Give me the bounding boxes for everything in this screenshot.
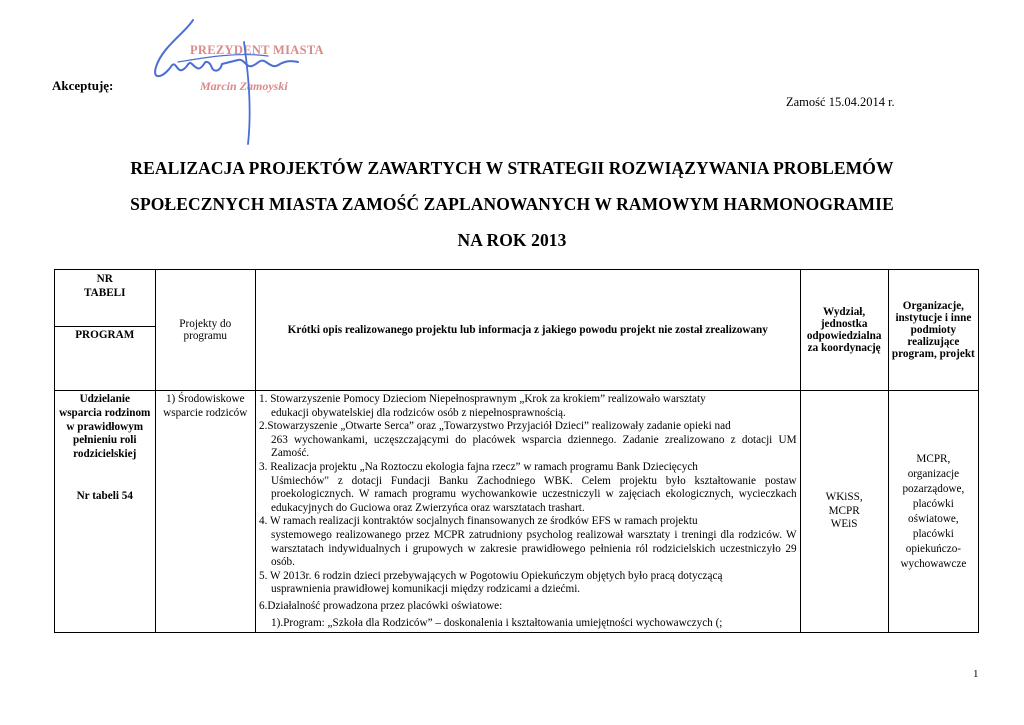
header-department: Wydział, jednostka odpowiedzialna za koordynację [800, 270, 888, 391]
header-projects: Projekty do programu [155, 270, 256, 391]
desc-item-1-first: 1. Stowarzyszenie Pomocy Dzieciom Niepełnosprawnym „Krok za krokiem” realizowało warsztaty [259, 393, 706, 405]
desc-item-4-first: 4. W ramach realizacji kontraktów socjalnych finansowanych ze środków EFS w ramach projektu [259, 515, 698, 528]
organizations-cell: MCPR, organizacje pozarządowe, placówki oświatowe, placówki opiekuńczo- wychowawcze [888, 391, 978, 633]
desc-item-3-first: 3. Realizacja projektu „Na Roztoczu ekologia fajna rzecz” w ramach programu Bank Dziecięcych [259, 460, 698, 473]
table-header-row [55, 270, 979, 391]
desc-item-2-first: 2.Stowarzyszenie „Otwarte Serca” oraz „Towarzystwo Przyjaciół Dzieci” realizowały zadanie opieki nad [259, 420, 731, 433]
stamp-line1: PREZYDENT MIASTA [190, 43, 324, 57]
desc-item-5-first: 5. W 2013r. 6 rodzin dzieci przebywających w Pogotowiu Opiekuńczym objętych było pracą dotyczącą [259, 569, 723, 582]
signature-stamp [148, 12, 338, 147]
desc-item-3-rest: Uśmiechów" z dotacji Fundacji Banku Zachodniego WBK. Celem projektu było kształtowanie postaw proekologicznych. W ramach programu wychowankowie uczestniczyli w zajęciach ekologicznych, wycieczkach edukacyjnych do Guciowa oraz Zwierzyńca oraz warsztatach trashart. [271, 474, 797, 514]
accept-label: Akceptuję: [52, 78, 114, 93]
department-cell: WKiSS, MCPR WEiS [800, 391, 888, 633]
header-description: Krótki opis realizowanego projektu lub informacja z jakiego powodu projekt nie został zrealizowany [256, 270, 801, 391]
project-cell: 1) Środowiskowe wsparcie rodziców [155, 391, 256, 633]
program-cell [55, 391, 156, 633]
projects-table [54, 269, 979, 633]
header-program: PROGRAM [55, 326, 155, 341]
stamp-line2: Marcin Zamoyski [200, 79, 288, 93]
stamp [190, 43, 324, 93]
title-line-1: REALIZACJA PROJEKTÓW ZAWARTYCH W STRATEGII ROZWIĄZYWANIA PROBLEMÓW [130, 158, 894, 178]
description-cell [256, 391, 801, 633]
document-date: Zamość 15.04.2014 r. [786, 95, 895, 109]
desc-item-6-sub: 1).Program: „Szkoła dla Rodziców” – doskonalenia i kształtowania umiejętności wychowawczych (; [271, 616, 723, 629]
title-line-2: SPOŁECZNYCH MIASTA ZAMOŚĆ ZAPLANOWANYCH W RAMOWYM HARMONOGRAMIE [130, 194, 894, 214]
header-nr: NR TABELI [84, 273, 126, 299]
title-line-3: NA ROK 2013 [457, 230, 567, 250]
document-title [40, 150, 984, 258]
program-name: Udzielanie wsparcia rodzinom w prawidłowym pełnieniu roli rodzicielskiej [59, 393, 151, 461]
desc-item-1-rest: edukacji obywatelskiej dla rodziców osób z niepełnosprawnością. [271, 406, 566, 419]
desc-item-4-rest: systemowego realizowanego przez MCPR zatrudniony psycholog realizował warsztaty i treningi dla rodziców. W warsztatach indywidualnych i grupowych w zakresie prawidłowego pełnienia ról rodzicielskich uczestniczyło 29 osób. [271, 528, 797, 569]
desc-item-2-rest: 263 wychowankami, uczęszczającymi do placówek wsparcia dziennego. Zadanie zrealizowano z dotacji UM Zamość. [271, 433, 797, 460]
page-number: 1 [973, 668, 979, 680]
desc-item-5-rest: usprawnienia prawidłowej komunikacji między rodzicami a dziećmi. [271, 583, 581, 596]
desc-item-6: 6.Działalność prowadzona przez placówki oświatowe: [259, 599, 503, 612]
table-row [55, 391, 979, 633]
table-number: Nr tabeli 54 [76, 489, 133, 502]
header-nr-program [55, 270, 156, 391]
header-organizations: Organizacje, instytucje i inne podmioty realizujące program, projekt [888, 270, 978, 391]
